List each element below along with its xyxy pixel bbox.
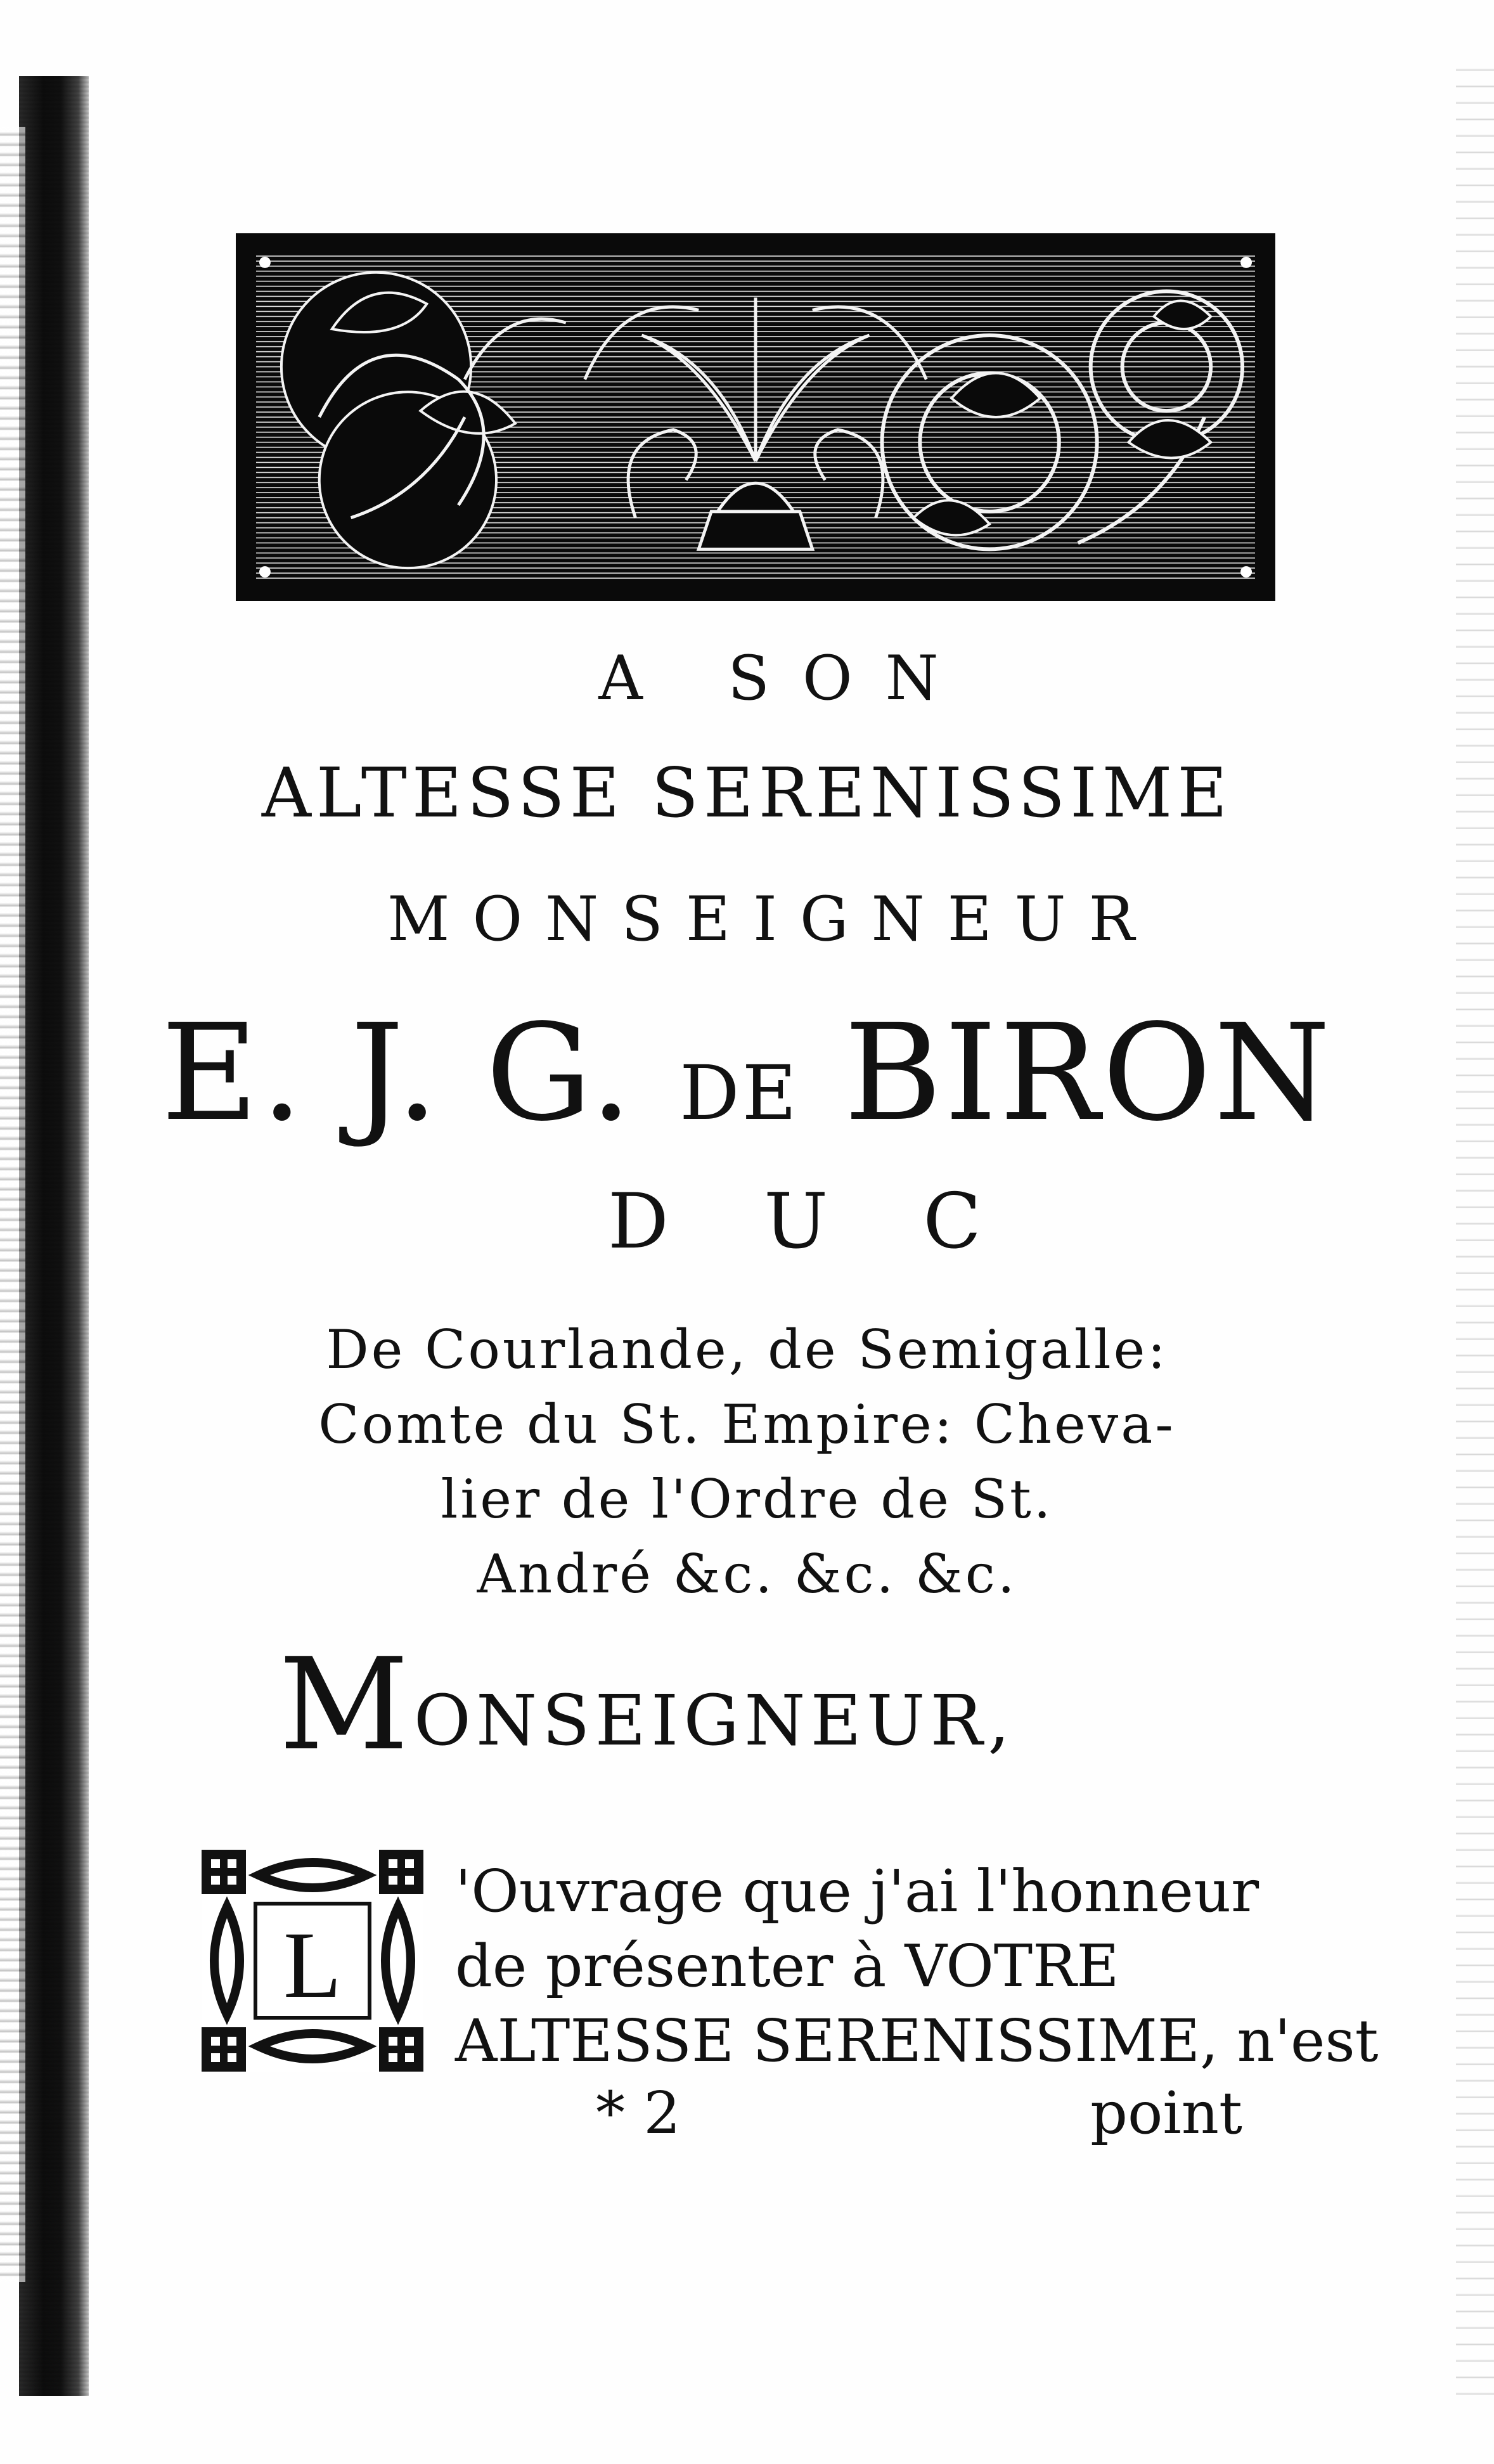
body-paragraph [455, 1854, 1379, 2079]
name-initials: E. J. G. [161, 995, 635, 1151]
salutation-rest: ONSEIGNEUR, [413, 1680, 1015, 1761]
ornamental-frame-icon [202, 1850, 423, 2072]
salutation-initial: M [279, 1631, 414, 1779]
dedication-line-a-son: A SON [598, 643, 972, 714]
decorated-initial [202, 1850, 423, 2072]
dedication-line-duc: DUC [607, 1178, 1077, 1266]
dedicatee-titles [0, 1312, 1494, 1611]
foliage-ornament-icon [256, 254, 1255, 581]
signature-mark: * 2 [596, 2079, 681, 2147]
dedication-line-monseigneur: MONSEIGNEUR [387, 884, 1157, 955]
title-line: De Courlande, de Semigalle: [326, 1319, 1168, 1381]
drop-cap-letter: L [283, 1913, 342, 2018]
salutation [279, 1631, 1015, 1779]
name-surname: BIRON [844, 995, 1333, 1151]
ornamental-headpiece [236, 233, 1275, 601]
title-line: lier de l'Ordre de St. [441, 1468, 1053, 1530]
title-line: André &c. &c. &c. [477, 1543, 1017, 1605]
title-line: Comte du St. Empire: Cheva- [318, 1393, 1176, 1455]
body-line: de présenter à VOTRE [455, 1932, 1119, 2000]
name-particle: DE [679, 1049, 799, 1137]
body-line: ALTESSE SERENISSIME, n'est [455, 2007, 1379, 2075]
catchword: point [1090, 2079, 1242, 2147]
body-line: 'Ouvrage que j'ai l'honneur [455, 1857, 1259, 1925]
dedicatee-name [0, 995, 1494, 1151]
dedication-line-altesse: ALTESSE SERENISSIME [261, 754, 1233, 833]
